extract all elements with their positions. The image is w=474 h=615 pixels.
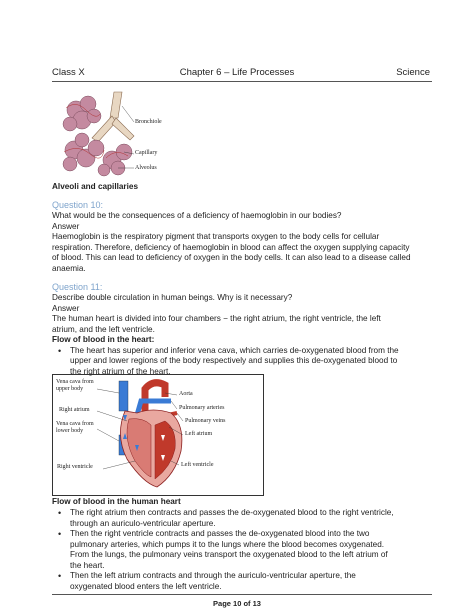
- label-aorta: Aorta: [179, 391, 193, 397]
- label-right-atrium: Right atrium: [59, 407, 90, 413]
- list-item: [52, 571, 437, 592]
- q11-block: [52, 293, 437, 377]
- label-line: Vena cava from: [56, 421, 94, 427]
- page-number: Page 10 of 13: [213, 599, 261, 608]
- header-subject: Science: [396, 67, 430, 78]
- bullet-list-2-block: [52, 508, 437, 592]
- label-line: lower body: [56, 428, 84, 434]
- label-left-atrium: Left atrium: [185, 431, 213, 437]
- bullet-line: • Then the right ventricle contracts and passes the de-oxygenated blood into the two: [70, 529, 370, 538]
- header-class: Class X: [52, 67, 85, 78]
- label-pulmonary-veins: Pulmonary veins: [185, 418, 226, 424]
- label-line: Vena cava from: [56, 379, 94, 385]
- label-line: upper body: [56, 386, 84, 392]
- label-vena-cava-lower: [56, 421, 94, 435]
- label-capillary: Capillary: [135, 150, 158, 156]
- label-right-ventricle: Right ventricle: [57, 464, 93, 470]
- figure1-caption: Alveoli and capillaries: [52, 182, 139, 191]
- list-item: [52, 529, 437, 571]
- bullet-line: through an auriculo-ventricular aperture.: [70, 518, 216, 528]
- label-vena-cava-upper: [56, 379, 94, 393]
- list-item: [52, 346, 437, 378]
- list-item: [52, 508, 437, 529]
- flow-heading: Flow of blood in the heart:: [52, 335, 155, 344]
- bullet-line: • The heart has superior and inferior vena cava, which carries de-oxygenated blood from the: [70, 345, 399, 355]
- q10-answer-line: of blood. This can lead to deficiency of oxygen in the body cells. It can also lead to a disease called: [52, 253, 411, 262]
- q10-heading: Question 10:: [52, 200, 104, 210]
- label-bronchiole: Bronchiole: [135, 119, 162, 125]
- bullet-list-2: [52, 508, 437, 592]
- heart-figure: [52, 374, 264, 496]
- alveoli-illustration: [52, 88, 182, 180]
- q10-answer-line: respiration. Therefore, deficiency of haemoglobin in blood can affect the oxygen supplying capacity: [52, 242, 410, 252]
- q10-answer-line: anaemia.: [52, 263, 86, 273]
- q11-question: Describe double circulation in human beings. Why is it necessary?: [52, 293, 293, 302]
- bullet-line: the right atrium of the heart.: [70, 366, 171, 376]
- bullet-list-1: [52, 346, 437, 378]
- header-divider: [52, 81, 432, 82]
- footer-divider: [52, 594, 432, 595]
- q10-answer-line: Haemoglobin is the respiratory pigment that transports oxygen to the body cells for cellular: [52, 232, 380, 241]
- q11-heading: Question 11:: [52, 282, 103, 292]
- alveoli-figure: [52, 88, 182, 180]
- q10-answer-label: Answer: [52, 221, 80, 231]
- q10-block: [52, 211, 437, 274]
- header-chapter: Chapter 6 – Life Processes: [179, 67, 295, 78]
- bullet-line: oxygenated blood enters the left ventricle.: [70, 581, 222, 591]
- q11-answer-line: atrium, and the left ventricle.: [52, 324, 155, 334]
- bullet-line: From the lungs, the pulmonary veins transport the oxygenated blood to the left atrium of: [70, 550, 388, 559]
- bullet-line: the heart.: [70, 560, 105, 570]
- q11-answer-label: Answer: [52, 303, 80, 313]
- label-left-ventricle: Left ventricle: [181, 462, 214, 468]
- heart-illustration: [53, 375, 263, 495]
- q11-answer-line: The human heart is divided into four chambers − the right atrium, the right ventricle, the left: [52, 314, 381, 323]
- bullet-line: pulmonary arteries, which pumps it to the lungs where the blood becomes oxygenated.: [70, 539, 385, 549]
- bullet-line: • The right atrium then contracts and passes the de-oxygenated blood to the right ventricle,: [70, 508, 394, 517]
- q10-question: What would be the consequences of a deficiency of haemoglobin in our bodies?: [52, 211, 342, 220]
- label-alveolus: Alveolus: [135, 165, 157, 171]
- bullet-line: • Then the left atrium contracts and through the auriculo-ventricular aperture, the: [70, 571, 356, 580]
- figure2-caption: Flow of blood in the human heart: [52, 497, 181, 506]
- label-pulmonary-arteries: Pulmonary arteries: [179, 405, 225, 411]
- bullet-line: upper and lower regions of the body respectively and supplies this de-oxygenated blood to: [70, 356, 398, 365]
